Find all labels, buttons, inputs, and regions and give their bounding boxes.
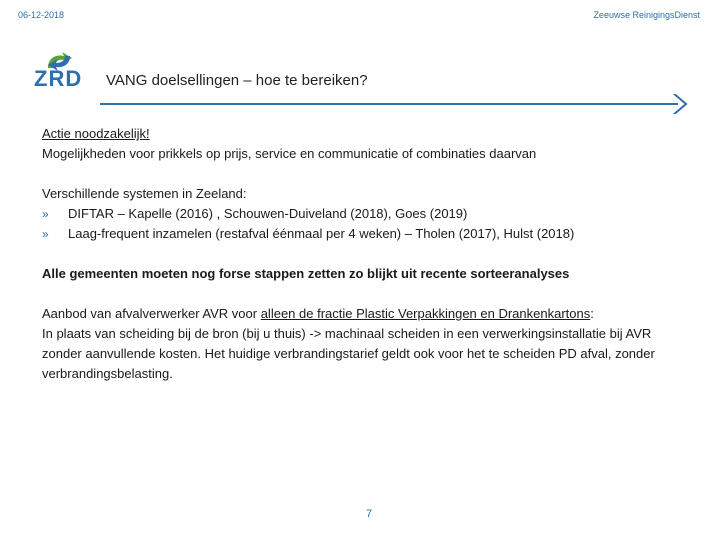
title-rule — [100, 94, 690, 114]
avr-offer-pre: Aanbod van afvalverwerker AVR voor — [42, 306, 261, 321]
avr-offer-underlined: alleen de fractie Plastic Verpakkingen en Drankenkartons — [260, 306, 591, 321]
avr-offer — [42, 304, 682, 324]
bullet-marker: » — [42, 227, 49, 241]
logo-text: ZRD — [34, 66, 83, 91]
avr-offer-post: : — [590, 306, 594, 321]
systems-intro: Verschillende systemen in Zeeland: — [42, 186, 247, 201]
page-number: 7 — [366, 508, 373, 520]
content-heading: Actie noodzakelijk! — [42, 126, 150, 141]
header-organization: Zeeuwse ReinigingsDienst — [593, 10, 700, 20]
slide-title: VANG doelsellingen – hoe te bereiken? — [106, 72, 368, 89]
avr-text: In plaats van scheiding bij de bron (bij u thuis) -> machinaal scheiden in een verwerkingsinstallatie bij AVR zonder aanvullende kosten. Het huidige verbrandingstarief geldt ook voor het te scheiden PD afval, zonder verbrandingsbelasting. — [42, 326, 655, 381]
bullet-text: Laag-frequent inzamelen (restafval éénmaal per 4 weken) – Tholen (2017), Hulst (2018) — [68, 226, 575, 241]
bullet-marker: » — [42, 207, 49, 221]
slide-body — [42, 124, 682, 384]
bullet-text: DIFTAR – Kapelle (2016) , Schouwen-Duiveland (2018), Goes (2019) — [68, 206, 468, 221]
bold-statement: Alle gemeenten moeten nog forse stappen zetten zo blijkt uit recente sorteeranalyses — [42, 266, 570, 281]
bullet-item — [42, 224, 682, 244]
bullet-item — [42, 204, 682, 224]
content-line: Mogelijkheden voor prikkels op prijs, service en communicatie of combinaties daarvan — [42, 146, 537, 161]
header-date: 06-12-2018 — [18, 10, 65, 20]
